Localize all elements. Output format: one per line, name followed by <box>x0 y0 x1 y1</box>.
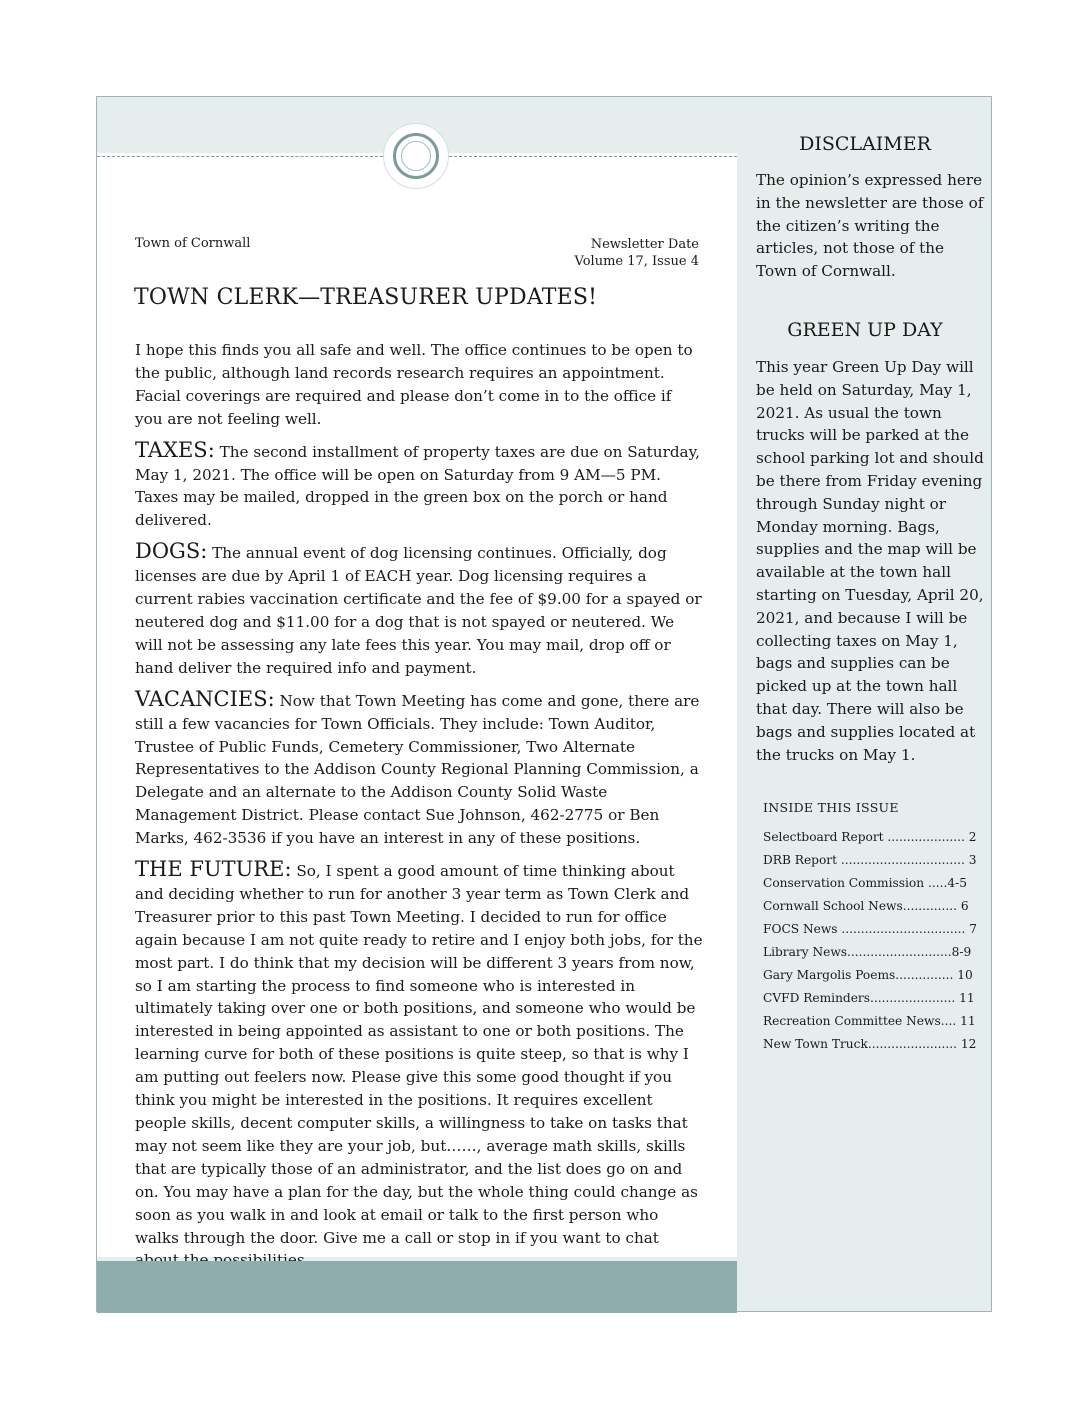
section-lead: THE FUTURE: <box>135 857 292 882</box>
section-text: The second installment of property taxes are due on Saturday, May 1, 2021. The office will be open on Saturday from 9 AM—5 PM. Taxes may be mailed, dropped in the green box on the porch or hand delivered. <box>135 442 700 530</box>
toc-item: CVFD Reminders...................... 11 <box>763 991 975 1005</box>
toc-item: New Town Truck....................... 12 <box>763 1037 977 1051</box>
article-body <box>135 339 703 1280</box>
article-intro: I hope this finds you all safe and well. The office continues to be open to the public, although land records research requires an appointment. Facial coverings are required and please don’t come in to the office if you are not feeling well. <box>135 341 693 428</box>
section-taxes <box>135 439 703 533</box>
section-lead: TAXES: <box>135 437 215 462</box>
toc-item: Selectboard Report .................... 2 <box>763 830 977 844</box>
town-name: Town of Cornwall <box>135 236 251 251</box>
toc-item: Gary Margolis Poems............... 10 <box>763 968 973 982</box>
section-vacancies <box>135 688 703 850</box>
toc-item: Library News...........................8-9 <box>763 945 972 959</box>
newsletter-info <box>575 236 699 270</box>
section-lead: DOGS: <box>135 539 208 564</box>
section-dogs <box>135 540 703 679</box>
newsletter-page <box>96 96 992 1312</box>
header-divider-right <box>449 156 737 157</box>
section-text: The annual event of dog licensing continues. Officially, dog licenses are due by April 1 of EACH year. Dog licensing requires a current rabies vaccination certificate and the fee of $9.00 for a spayed or neutered dog and $11.00 for a dog that is not spayed or neutered. We will not be assessing any late fees this year. You may mail, drop off or hand deliver the required info and payment. <box>135 544 702 677</box>
toc-item: Cornwall School News.............. 6 <box>763 899 969 913</box>
section-future <box>135 858 703 1272</box>
toc-item: Conservation Commission .....4-5 <box>763 876 967 890</box>
green-up-text: This year Green Up Day will be held on Saturday, May 1, 2021. As usual the town trucks will be parked at the school parking lot and should be there from Friday evening through Sunday night or Monday morning. Bags, supplies and the map will be available at the town hall starting on Tuesday, April 20, 2021, and because I will be collecting taxes on May 1, bags and supplies can be picked up at the town hall that day. There will also be bags and supplies located at the trucks on May 1. <box>756 358 984 764</box>
footer-band <box>97 1261 737 1313</box>
green-up-heading: GREEN UP DAY <box>787 319 943 341</box>
disclaimer-heading: DISCLAIMER <box>799 133 931 155</box>
circle-ornament-icon <box>383 123 449 189</box>
header-divider-left <box>97 156 383 157</box>
main-column <box>97 153 737 1257</box>
table-of-contents <box>763 830 978 1060</box>
toc-item: FOCS News ................................ 7 <box>763 922 978 936</box>
section-lead: VACANCIES: <box>135 686 275 711</box>
volume-issue: Volume 17, Issue 4 <box>574 254 699 269</box>
inside-issue-heading: INSIDE THIS ISSUE <box>763 800 899 815</box>
toc-item: DRB Report ................................ 3 <box>763 853 977 867</box>
section-text: So, I spent a good amount of time thinking about and deciding whether to run for another 3 year term as Town Clerk and Treasurer prior to this past Town Meeting. I decided to run for office again because I am not quite ready to retire and I enjoy both jobs, for the most part. I do think that my decision will be different 3 years from now, so I am starting the process to find someone who is interested in ultimately taking over one or both positions, and someone who would be interested in being appointed as assistant to one or both positions. The learning curve for both of these positions is quite steep, so that is why I am putting out feelers now. Please give this some good thought if you think you might be interested in the positions. It requires excellent people skills, decent computer skills, a willingness to take on tasks that may not seem like they are your job, but……, average math skills, skills that are typically those of an administrator, and the list does go on and on. You may have a plan for the day, but the whole thing could change as soon as you walk in and look at email or talk to the first person who walks through the door. Give me a call or stop in if you want to chat <box>135 862 703 1247</box>
article-title: TOWN CLERK—TREASURER UPDATES! <box>134 285 598 310</box>
toc-item: Recreation Committee News.... 11 <box>763 1014 976 1028</box>
disclaimer-text: The opinion’s expressed here in the newsletter are those of the citizen’s writing the articles, not those of the Town of Cornwall. <box>756 171 984 281</box>
section-text: Now that Town Meeting has come and gone, there are still a few vacancies for Town Officials. They include: Town Auditor, Trustee of Public Funds, Cemetery Commissioner, Two Alternate Representatives to the Addison County Regional Planning Commission, a Delegate and an alternate to the Addison County Solid Waste Management District. Please contact Sue Johnson, 462-2775 or Ben Marks, 462-3536 if you have an interest in any of these positions. <box>135 691 700 848</box>
newsletter-date: Newsletter Date <box>590 237 699 252</box>
